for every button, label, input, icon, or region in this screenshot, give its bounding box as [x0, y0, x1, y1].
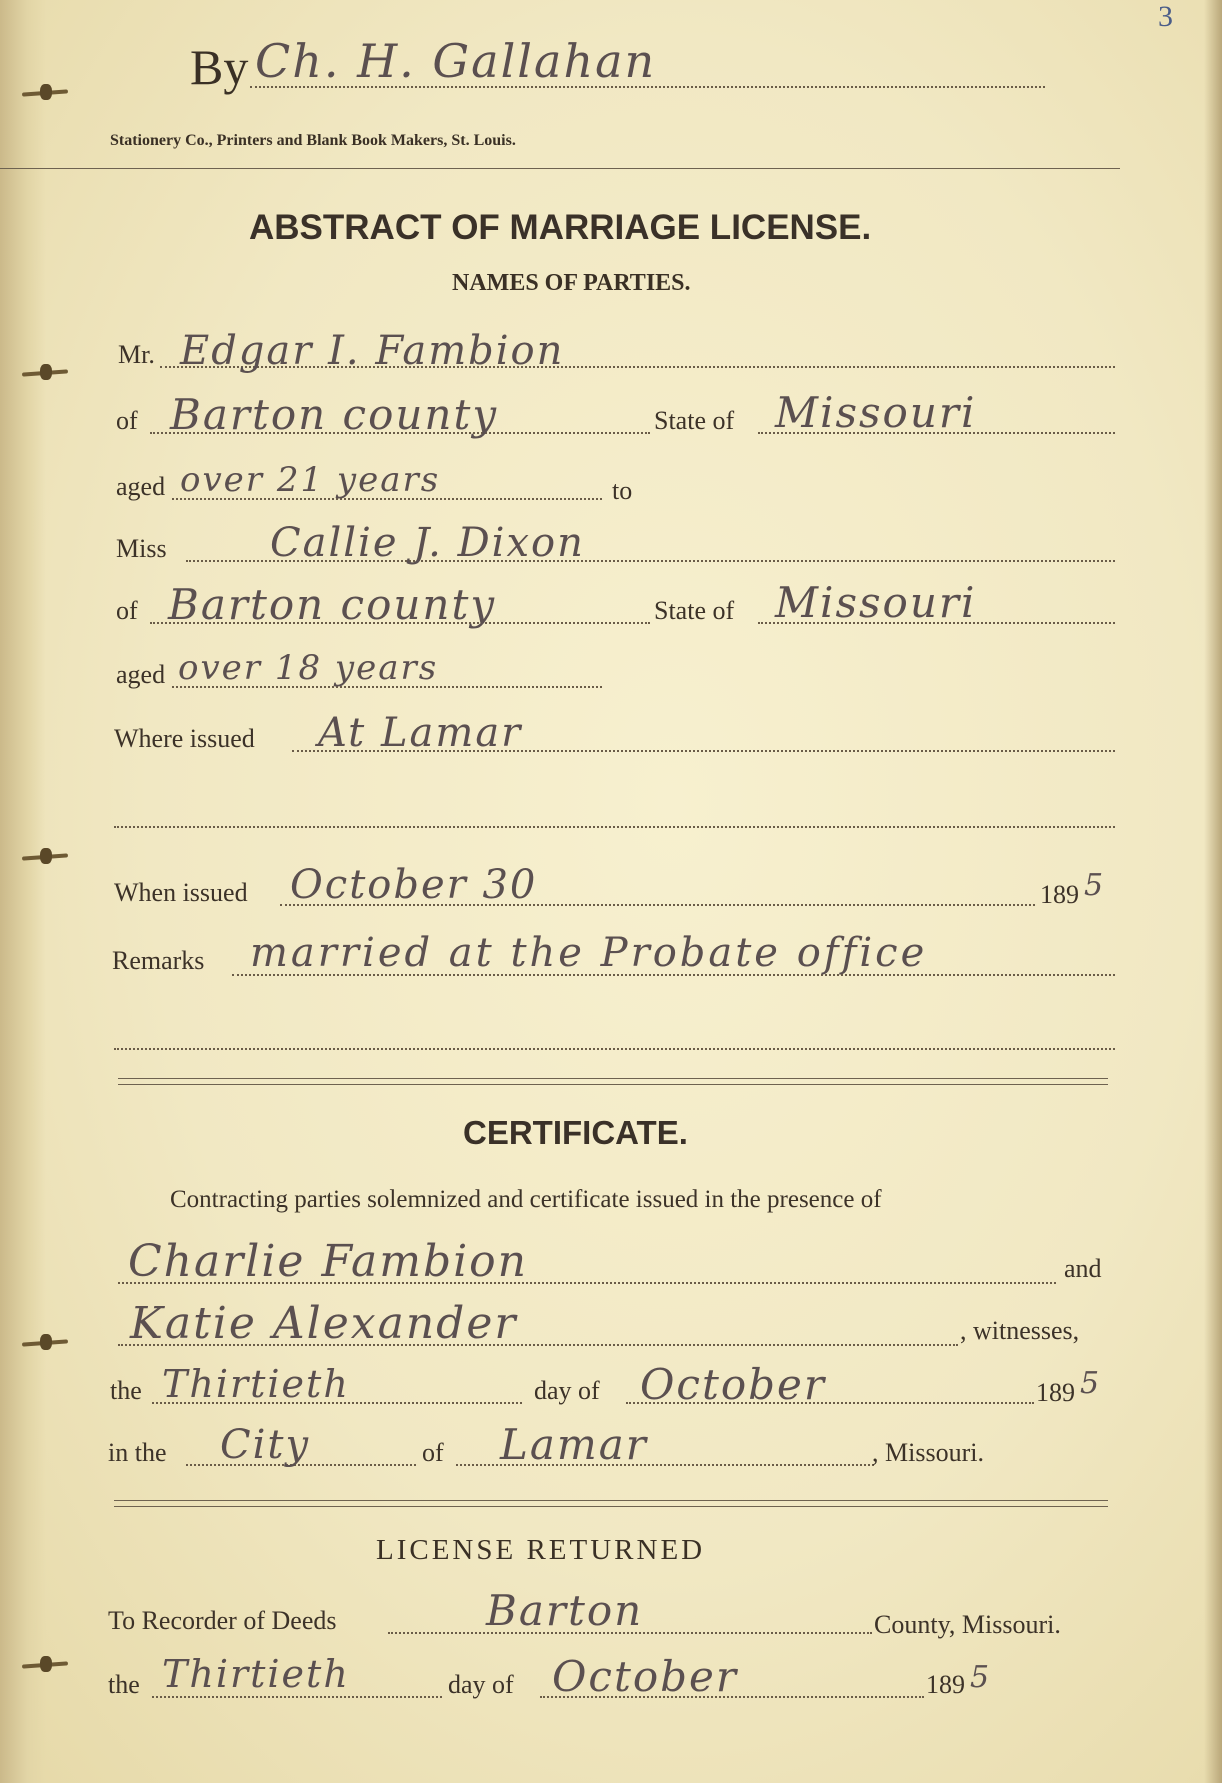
binding-stitch: [22, 1660, 72, 1670]
of-label: of: [116, 596, 138, 625]
in-the-label: in the: [108, 1438, 167, 1467]
where-issued-value: At Lamar: [318, 710, 523, 756]
day-of-label: day of: [448, 1670, 514, 1699]
groom-name: Edgar I. Fambion: [180, 328, 565, 374]
recorder-county: Barton: [486, 1586, 644, 1635]
recorder-label: To Recorder of Deeds: [108, 1606, 337, 1635]
by-label: By: [190, 39, 249, 95]
returned-day-line: [152, 1696, 442, 1698]
state-of-label: State of: [654, 596, 735, 625]
returned-year-hand: 5: [970, 1660, 992, 1695]
license-returned-title: LICENSE RETURNED: [376, 1534, 706, 1566]
place-name: Lamar: [500, 1420, 648, 1469]
groom-age: over 21 years: [180, 460, 441, 500]
remarks-value: married at the Probate office: [250, 930, 928, 976]
witness-2: Katie Alexander: [130, 1298, 518, 1349]
aged-label: aged: [116, 472, 166, 501]
certificate-year-hand: 5: [1080, 1366, 1102, 1401]
and-label: and: [1064, 1254, 1102, 1283]
section-rule: [118, 1078, 1108, 1079]
returned-month: October: [552, 1652, 738, 1701]
bride-county: Barton county: [168, 580, 497, 629]
certificate-title: CERTIFICATE.: [463, 1114, 688, 1151]
the-label: the: [110, 1376, 142, 1405]
page-number: 3: [1158, 0, 1173, 33]
header-rule: [0, 168, 1120, 169]
signature-line: [250, 86, 1045, 88]
witness-1: Charlie Fambion: [128, 1236, 529, 1287]
where-issued-label: Where issued: [114, 724, 255, 753]
names-subtitle: NAMES OF PARTIES.: [452, 270, 691, 296]
bride-age: over 18 years: [178, 648, 439, 688]
section-rule: [114, 1500, 1108, 1501]
county-missouri-label: County, Missouri.: [874, 1610, 1061, 1639]
printer-imprint: Stationery Co., Printers and Blank Book Makers, St. Louis.: [110, 132, 516, 149]
of-label: of: [422, 1438, 444, 1467]
when-issued-year-hand: 5: [1084, 868, 1106, 903]
certificate-year-printed: 189: [1036, 1378, 1075, 1407]
binding-stitch: [22, 1338, 72, 1348]
remarks-label: Remarks: [112, 946, 205, 975]
page-edge-shadow: [1204, 0, 1222, 1783]
mr-label: Mr.: [118, 340, 155, 369]
when-issued-label: When issued: [114, 878, 248, 907]
bride-name: Callie J. Dixon: [270, 520, 585, 566]
witnesses-label: , witnesses,: [960, 1316, 1080, 1345]
binding-edge: [0, 0, 46, 1783]
returned-year-printed: 189: [926, 1670, 965, 1699]
groom-state: Missouri: [775, 388, 977, 437]
binding-stitch: [22, 88, 72, 98]
place-type: City: [220, 1422, 311, 1468]
certificate-day: Thirtieth: [162, 1362, 350, 1406]
remarks-line-2: [114, 1048, 1115, 1050]
registrar-signature: Ch. H. Gallahan: [255, 34, 657, 88]
state-of-label: State of: [654, 406, 735, 435]
section-rule: [114, 1506, 1108, 1507]
section-rule: [118, 1084, 1108, 1085]
when-issued-value: October 30: [290, 862, 538, 908]
where-issued-line-2: [114, 826, 1115, 828]
abstract-title: ABSTRACT OF MARRIAGE LICENSE.: [249, 208, 872, 247]
day-of-label: day of: [534, 1376, 600, 1405]
certificate-month: October: [640, 1360, 826, 1409]
returned-day: Thirtieth: [162, 1652, 350, 1696]
aged-label: aged: [116, 660, 166, 689]
certificate-intro: Contracting parties solemnized and certificate issued in the presence of: [170, 1186, 882, 1213]
when-issued-year-printed: 189: [1040, 880, 1079, 909]
of-label: of: [116, 406, 138, 435]
binding-stitch: [22, 368, 72, 378]
missouri-label: , Missouri.: [872, 1438, 984, 1467]
miss-label: Miss: [116, 534, 167, 563]
groom-county: Barton county: [170, 390, 499, 439]
bride-state: Missouri: [775, 578, 977, 627]
to-label: to: [612, 476, 633, 505]
the-label: the: [108, 1670, 140, 1699]
binding-stitch: [22, 852, 72, 862]
